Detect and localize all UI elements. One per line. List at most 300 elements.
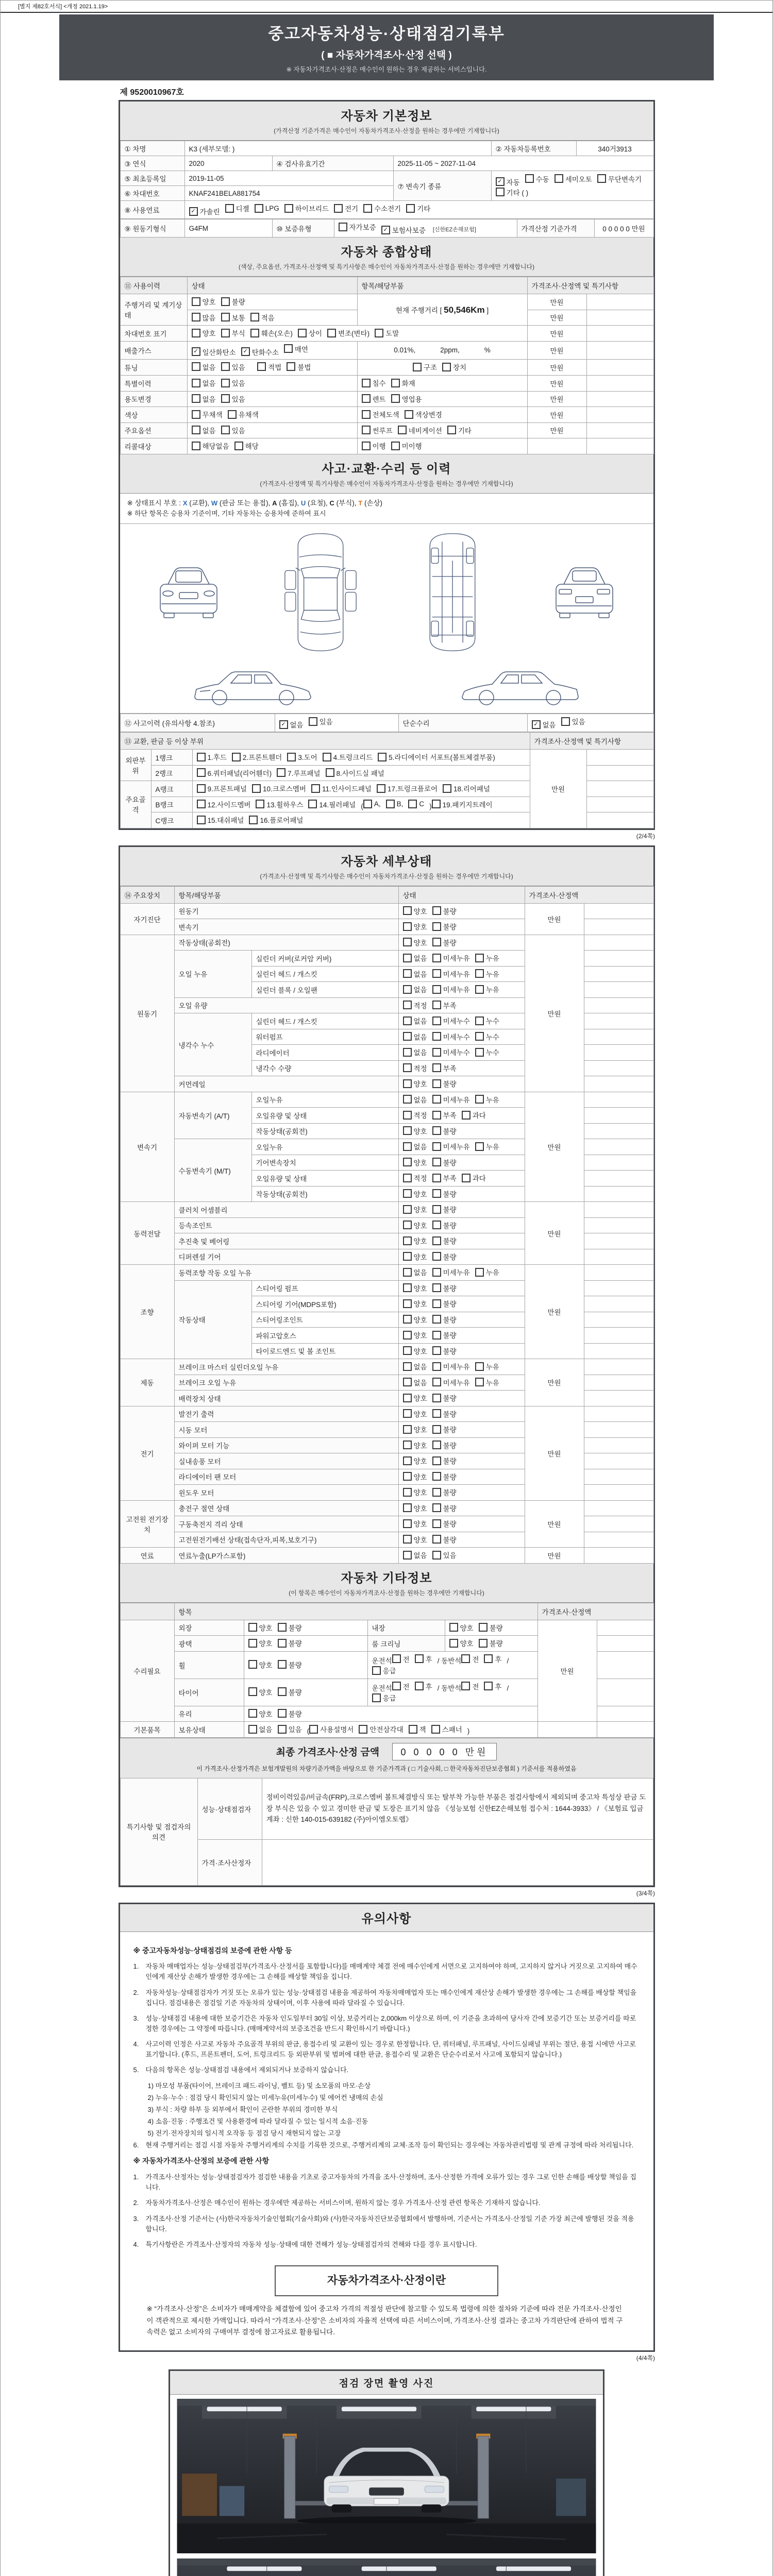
checkbox-자가보증[interactable]	[339, 222, 376, 232]
page-title: 중고자동차성능·상태점검기록부	[268, 25, 505, 43]
checkbox-box	[403, 1456, 412, 1465]
checkbox-색상변경[interactable]	[405, 409, 442, 419]
checkbox-불량[interactable]	[432, 1534, 457, 1545]
checkbox-label: A,	[374, 800, 381, 808]
checkbox-없음[interactable]	[192, 425, 216, 435]
checkbox-label: 불량	[443, 1520, 457, 1529]
checkbox-12.사이드멤버[interactable]	[197, 799, 251, 809]
checkbox-수동[interactable]	[525, 174, 549, 184]
checkbox-있음[interactable]	[221, 378, 245, 388]
checkbox-없음[interactable]	[403, 1550, 427, 1560]
checkbox-있음[interactable]	[278, 1724, 302, 1734]
checkbox-누유[interactable]	[475, 1377, 499, 1387]
checkbox-box: ✓	[532, 720, 541, 729]
cell	[398, 935, 525, 951]
checkbox-불량[interactable]	[278, 1659, 302, 1670]
cell: 제동	[120, 1359, 174, 1406]
checkbox-없음[interactable]	[403, 969, 427, 979]
checkbox-box: ✓	[496, 177, 505, 186]
checkbox-양호[interactable]	[403, 1346, 427, 1356]
checkbox-양호[interactable]	[248, 1622, 273, 1633]
checkbox-불량[interactable]	[432, 1440, 457, 1450]
checkbox-세미오토[interactable]	[554, 174, 592, 184]
checkbox-불량[interactable]	[221, 296, 245, 307]
checkbox-box	[475, 1032, 484, 1041]
cell	[357, 359, 527, 376]
checkbox-양호[interactable]	[403, 1189, 427, 1199]
checkbox-사용설명서[interactable]	[309, 1724, 354, 1734]
checkbox-불량[interactable]	[479, 1622, 503, 1633]
checkbox-label: 양호	[413, 1284, 427, 1293]
checkbox-하이브리드[interactable]	[284, 203, 329, 213]
table-row	[120, 1202, 653, 1218]
checkbox-무단변속기[interactable]	[597, 174, 642, 184]
checkbox-영업용[interactable]	[391, 394, 422, 404]
checkbox-불량[interactable]	[432, 1157, 457, 1167]
checkbox-보통[interactable]	[221, 312, 245, 323]
cell: 만원	[527, 376, 586, 392]
checkbox-label: 있음	[288, 1726, 302, 1734]
checkbox-없음[interactable]	[248, 1724, 273, 1734]
checkbox-불량[interactable]	[278, 1708, 302, 1719]
checkbox-적정[interactable]	[403, 1173, 427, 1183]
cell: ③ 연식	[120, 156, 184, 171]
checkbox-적정[interactable]	[403, 1110, 427, 1120]
checkbox-box	[432, 1503, 441, 1512]
checkbox-있음[interactable]	[432, 1550, 457, 1560]
checkbox-보험사보증[interactable]	[381, 225, 426, 235]
checkbox-해당없음[interactable]	[192, 440, 229, 451]
checkbox-18.리어패널[interactable]	[443, 783, 490, 793]
checkbox-누수[interactable]	[475, 1047, 499, 1057]
checkbox-불량[interactable]	[278, 1638, 302, 1648]
checkbox-4.트렁크리드[interactable]	[323, 752, 373, 762]
checkbox-없음[interactable]	[532, 719, 556, 730]
inspection-photo-front	[174, 2399, 599, 2553]
page-subtitle: ( ■ 자동차가격조사·산정 선택 )	[321, 50, 452, 61]
checkbox-불량[interactable]	[432, 1204, 457, 1214]
checkbox-미세누유[interactable]	[432, 1361, 470, 1371]
cell: 기본품목	[120, 1722, 174, 1738]
checkbox-C[interactable]	[408, 800, 424, 808]
checkbox-기타[interactable]	[447, 425, 472, 435]
checkbox-불량[interactable]	[432, 1126, 457, 1136]
checkbox-전[interactable]	[461, 1681, 479, 1691]
checkbox-스패너[interactable]	[431, 1724, 462, 1734]
cell	[398, 1233, 525, 1249]
checkbox-불량[interactable]	[432, 1424, 457, 1434]
checkbox-미세누수[interactable]	[432, 1047, 470, 1057]
checkbox-누유[interactable]	[475, 1361, 499, 1371]
checkbox-불량[interactable]	[432, 1314, 457, 1325]
checkbox-17.트렁크플로어[interactable]	[377, 783, 438, 793]
checkbox-양호[interactable]	[403, 1157, 427, 1167]
text: (부식),	[334, 499, 359, 507]
car-diagram-underbody	[414, 529, 491, 655]
checkbox-양호[interactable]	[403, 1251, 427, 1262]
checkbox-불량[interactable]	[432, 1251, 457, 1262]
checkbox-불량[interactable]	[432, 1235, 457, 1246]
checkbox-label: 탄화수소	[251, 348, 279, 357]
checkbox-불량[interactable]	[432, 1283, 457, 1293]
cell: 만원	[525, 1202, 584, 1265]
cell: 1랭크	[151, 750, 192, 766]
checkbox-있음[interactable]	[309, 716, 333, 726]
section-title: 자동차 기타정보	[341, 1571, 432, 1585]
checkbox-전[interactable]	[392, 1681, 410, 1691]
text: W	[211, 499, 218, 507]
checkbox-양호[interactable]	[403, 1235, 427, 1246]
checkbox-미세누유[interactable]	[432, 953, 470, 963]
checkbox-양호[interactable]	[248, 1638, 273, 1648]
checkbox-누유[interactable]	[475, 1141, 499, 1151]
checkbox-적정[interactable]	[403, 1063, 427, 1073]
text: A	[272, 499, 277, 507]
checkbox-불량[interactable]	[432, 1393, 457, 1403]
checkbox-있음[interactable]	[221, 362, 245, 372]
checkbox-양호[interactable]	[403, 1455, 427, 1466]
checkbox-후[interactable]	[484, 1681, 501, 1691]
checkbox-label: 양호	[413, 1253, 427, 1261]
checkbox-응급[interactable]	[372, 1665, 396, 1675]
checkbox-구조[interactable]	[413, 362, 437, 372]
checkbox-양호[interactable]	[403, 1126, 427, 1136]
checkbox-없음[interactable]	[403, 1047, 427, 1057]
checkbox-label: 적정	[413, 1064, 427, 1073]
checkbox-label: 양호	[259, 1640, 273, 1648]
checkbox-양호[interactable]	[403, 1330, 427, 1340]
checkbox-양호[interactable]	[403, 1534, 427, 1545]
cell	[398, 1265, 525, 1281]
cell: 주요옵션	[120, 422, 187, 438]
block-notes	[119, 1903, 655, 2352]
checkbox-적음[interactable]	[250, 312, 275, 323]
checkbox-일산화탄소[interactable]	[192, 347, 236, 357]
notes-item-text: 성능·상태점검 내용에 대한 보증기간은 자동차 인도일부터 30일 이상, 보증거리는 2,000km 이상으로 하며, 이 기준을 초과하여 당사자 간에 보증기간 또는 보증거리를 따로 정한 경우에는 그 약정에 따릅니다. (매매계약서의 보증조건을 반드시 확인하시기 바랍니다.)	[145, 2014, 636, 2032]
cell	[357, 391, 527, 407]
checkbox-부족[interactable]	[432, 1063, 457, 1073]
checkbox-양호[interactable]	[403, 937, 427, 947]
checkbox-상이[interactable]	[298, 328, 322, 338]
checkbox-9.프론트패널[interactable]	[197, 783, 247, 793]
checkbox-불량[interactable]	[432, 1487, 457, 1497]
checkbox-없음[interactable]	[403, 1094, 427, 1105]
checkbox-label: 미세누수	[443, 1033, 470, 1041]
checkbox-많음[interactable]	[192, 312, 216, 323]
cell: 단순수리	[398, 714, 527, 732]
checkbox-있음[interactable]	[221, 394, 245, 404]
checkbox-미이행[interactable]	[391, 440, 422, 451]
checkbox-양호[interactable]	[403, 1393, 427, 1403]
checkbox-미세누유[interactable]	[432, 1377, 470, 1387]
checkbox-불량[interactable]	[432, 1518, 457, 1529]
checkbox-렌트[interactable]	[362, 394, 386, 404]
photos-title: 점검 장면 촬영 사진	[170, 2371, 603, 2395]
checkbox-7.루프패널[interactable]	[277, 768, 320, 778]
checkbox-불량[interactable]	[432, 906, 457, 916]
checkbox-썬루프[interactable]	[362, 425, 393, 435]
checkbox-없음[interactable]	[403, 1031, 427, 1042]
checkbox-양호[interactable]	[449, 1638, 474, 1648]
checkbox-양호[interactable]	[192, 328, 216, 338]
checkbox-양호[interactable]	[192, 296, 216, 307]
checkbox-부족[interactable]	[432, 1110, 457, 1120]
checkbox-도말[interactable]	[375, 328, 399, 338]
checkbox-후[interactable]	[415, 1681, 432, 1691]
cell	[398, 903, 525, 919]
checkbox-없음[interactable]	[403, 1361, 427, 1371]
checkbox-불량[interactable]	[432, 1503, 457, 1513]
checkbox-유채색[interactable]	[228, 409, 259, 419]
checkbox-적법[interactable]	[257, 362, 281, 372]
checkbox-침수[interactable]	[362, 378, 386, 388]
cell	[586, 796, 653, 812]
cell: 전기	[120, 1406, 174, 1500]
checkbox-불법[interactable]	[287, 362, 311, 372]
checkbox-미세누수[interactable]	[432, 1015, 470, 1026]
notes-item-text: 현재 주행거리는 점검 시점 자동차 주행거리계의 수치를 기록한 것으로, 주행거리계의 교체·조작 등이 확인되는 경우에는 자동차관리법령 및 관계 규정에 따라 처리됩니다.	[145, 2141, 634, 2149]
checkbox-전기[interactable]	[334, 203, 358, 213]
checkbox-안전삼각대[interactable]	[359, 1724, 403, 1734]
cell	[398, 1013, 525, 1029]
checkbox-불량[interactable]	[432, 921, 457, 931]
checkbox-탄화수소[interactable]	[241, 347, 279, 357]
checkbox-13.휠하우스[interactable]	[256, 799, 303, 809]
checkbox-화재[interactable]	[391, 378, 415, 388]
cell: 상태	[398, 886, 525, 903]
checkbox-없음[interactable]	[403, 1267, 427, 1277]
checkbox-기타 ( )[interactable]	[496, 187, 529, 197]
checkbox-후[interactable]	[484, 1654, 501, 1664]
checkbox-과다[interactable]	[462, 1173, 486, 1183]
notes-item	[133, 2140, 640, 2150]
checkbox-box	[432, 1362, 441, 1371]
checkbox-미세누유[interactable]	[432, 969, 470, 979]
checkbox-양호[interactable]	[403, 1220, 427, 1230]
checkbox-불량[interactable]	[432, 1346, 457, 1356]
checkbox-변조(변타)[interactable]	[327, 328, 369, 338]
checkbox-label: 기타	[458, 427, 472, 435]
checkbox-전체도색[interactable]	[362, 409, 399, 419]
checkbox-양호[interactable]	[449, 1622, 474, 1633]
checkbox-미세누유[interactable]	[432, 1141, 470, 1151]
checkbox-디젤[interactable]	[225, 203, 249, 213]
text: 운전석	[372, 1684, 392, 1692]
checkbox-양호[interactable]	[403, 1518, 427, 1529]
checkbox-box	[479, 1623, 488, 1632]
checkbox-양호[interactable]	[403, 1298, 427, 1309]
checkbox-양호[interactable]	[403, 906, 427, 916]
checkbox-불량[interactable]	[432, 1220, 457, 1230]
checkbox-label: 불량	[443, 1253, 457, 1261]
checkbox-양호[interactable]	[403, 1440, 427, 1450]
checkbox-누수[interactable]	[475, 1031, 499, 1042]
checkbox-누유[interactable]	[475, 1094, 499, 1105]
checkbox-label: 불량	[288, 1624, 302, 1632]
checkbox-15.대쉬패널[interactable]	[197, 815, 244, 825]
checkbox-미세누유[interactable]	[432, 1094, 470, 1105]
checkbox-없음[interactable]	[279, 719, 304, 730]
cell	[398, 1406, 525, 1422]
checkbox-무채색[interactable]	[192, 409, 223, 419]
checkbox-양호[interactable]	[403, 1283, 427, 1293]
checkbox-양호[interactable]	[403, 1471, 427, 1482]
checkbox-양호[interactable]	[248, 1708, 273, 1719]
checkbox-양호[interactable]	[248, 1659, 273, 1670]
checkbox-불량[interactable]	[432, 1189, 457, 1199]
checkbox-양호[interactable]	[403, 1409, 427, 1419]
checkbox-label: 미세누유	[443, 986, 470, 994]
checkbox-양호[interactable]	[403, 1204, 427, 1214]
checkbox-전[interactable]	[461, 1654, 479, 1664]
checkbox-8.사이드실 패널[interactable]	[326, 768, 384, 778]
checkbox-불량[interactable]	[432, 1298, 457, 1309]
cell	[597, 1722, 653, 1738]
checkbox-16.플로어패널[interactable]	[249, 815, 303, 825]
checkbox-과다[interactable]	[462, 1110, 486, 1120]
cell	[586, 359, 653, 376]
checkbox-없음[interactable]	[403, 953, 427, 963]
section-subtitle: (가격조사·산정액 및 특기사항은 매수인이 자동차가격조사·산정을 원하는 경우에만 기재합니다)	[260, 480, 513, 487]
checkbox-가솔린[interactable]	[189, 206, 220, 216]
cell	[584, 1391, 653, 1406]
checkbox-불량[interactable]	[432, 937, 457, 947]
checkbox-적정[interactable]	[403, 1000, 427, 1010]
checkbox-누수[interactable]	[475, 1015, 499, 1026]
checkbox-양호[interactable]	[248, 1687, 273, 1697]
checkbox-있음[interactable]	[561, 716, 585, 726]
checkbox-양호[interactable]	[403, 1424, 427, 1434]
checkbox-있음[interactable]	[221, 425, 245, 435]
checkbox-양호[interactable]	[403, 921, 427, 931]
cell: ④ 검사유효기간	[272, 156, 393, 171]
checkbox-누유[interactable]	[475, 1267, 499, 1277]
checkbox-부족[interactable]	[432, 1173, 457, 1183]
checkbox-6.쿼터패널(리어휀더)[interactable]	[197, 768, 272, 778]
checkbox-양호[interactable]	[403, 1503, 427, 1513]
checkbox-A,[interactable]	[363, 800, 381, 808]
checkbox-box	[406, 204, 415, 213]
checkbox-네비게이션[interactable]	[398, 425, 442, 435]
checkbox-5.라디에이터 서포트(볼트체결부품)[interactable]	[378, 752, 495, 762]
checkbox-box	[443, 784, 451, 793]
checkbox-없음[interactable]	[192, 378, 216, 388]
checkbox-미세누수[interactable]	[432, 1031, 470, 1042]
car-diagram-front	[150, 563, 227, 622]
cell	[584, 1217, 653, 1233]
table-row	[120, 422, 653, 438]
checkbox-전[interactable]	[392, 1654, 410, 1664]
table-row	[120, 714, 653, 732]
checkbox-없음[interactable]	[192, 394, 216, 404]
checkbox-2.프론트휀더[interactable]	[232, 752, 282, 762]
checkbox-양호[interactable]	[403, 1078, 427, 1089]
checkbox-LPG[interactable]	[255, 204, 279, 213]
checkbox-부족[interactable]	[432, 1000, 457, 1010]
checkbox-누유[interactable]	[475, 984, 499, 994]
checkbox-양호[interactable]	[403, 1487, 427, 1497]
checkbox-19.패키지트레이[interactable]	[432, 799, 493, 809]
checkbox-불량[interactable]	[479, 1638, 503, 1648]
checkbox-box	[362, 426, 371, 434]
checkbox-불량[interactable]	[432, 1455, 457, 1466]
checkbox-부식[interactable]	[221, 328, 245, 338]
table-row	[120, 1500, 653, 1516]
checkbox-누유[interactable]	[475, 953, 499, 963]
checkbox-잭[interactable]	[409, 1724, 426, 1734]
checkbox-label: 적법	[268, 363, 282, 371]
checkbox-label: 적정	[413, 1002, 427, 1010]
checkbox-label: 양호	[413, 1536, 427, 1544]
checkbox-label: 불량	[443, 1410, 457, 1418]
checkbox-label: 양호	[259, 1710, 273, 1718]
checkbox-없음[interactable]	[403, 1141, 427, 1151]
cell: 라디에이터 팬 모터	[174, 1469, 398, 1485]
checkbox-없음[interactable]	[403, 1377, 427, 1387]
checkbox-B,[interactable]	[386, 800, 404, 808]
checkbox-장치[interactable]	[442, 362, 466, 372]
checkbox-불량[interactable]	[432, 1078, 457, 1089]
cell: 자기진단	[120, 903, 174, 935]
checkbox-불량[interactable]	[278, 1622, 302, 1633]
checkbox-box	[403, 1488, 412, 1497]
checkbox-불량[interactable]	[432, 1330, 457, 1340]
checkbox-해당[interactable]	[234, 440, 259, 451]
checkbox-없음[interactable]	[192, 362, 216, 372]
checkbox-1.후드[interactable]	[197, 752, 227, 762]
checkbox-매연[interactable]	[284, 344, 308, 354]
checkbox-label: 없음	[413, 970, 427, 978]
checkbox-label: 네비게이션	[408, 427, 442, 435]
checkbox-양호[interactable]	[403, 1314, 427, 1325]
notes-item-number: 3.	[133, 2214, 139, 2223]
checkbox-label: 양호	[413, 1238, 427, 1246]
checkbox-수소전기[interactable]	[363, 203, 401, 213]
checkbox-없음[interactable]	[403, 1015, 427, 1026]
table-row	[120, 201, 653, 219]
checkbox-없음[interactable]	[403, 984, 427, 994]
table-row	[120, 733, 653, 750]
checkbox-응급[interactable]	[372, 1692, 396, 1703]
checkbox-훼손(오손)[interactable]	[250, 328, 293, 338]
checkbox-box	[278, 1687, 287, 1696]
checkbox-불량[interactable]	[278, 1687, 302, 1697]
checkbox-3.도어[interactable]	[287, 752, 317, 762]
checkbox-미세누유[interactable]	[432, 1267, 470, 1277]
cell	[584, 1186, 653, 1202]
cell: 실내송풍 모터	[174, 1453, 398, 1469]
checkbox-후[interactable]	[415, 1654, 432, 1664]
checkbox-label: 없음	[413, 1096, 427, 1104]
cell: 만원	[527, 294, 586, 310]
checkbox-누유[interactable]	[475, 969, 499, 979]
checkbox-기타[interactable]	[406, 203, 430, 213]
checkbox-10.크로스멤버[interactable]	[252, 783, 306, 793]
checkbox-불량[interactable]	[432, 1471, 457, 1482]
checkbox-이행[interactable]	[362, 440, 386, 451]
checkbox-자동[interactable]	[496, 177, 520, 187]
cell	[597, 1651, 653, 1679]
checkbox-11.인사이드패널[interactable]	[311, 783, 372, 793]
checkbox-label: 누유	[485, 986, 499, 994]
cell: ⑤ 최초등록일	[120, 171, 184, 186]
checkbox-box	[432, 1126, 441, 1135]
checkbox-불량[interactable]	[432, 1409, 457, 1419]
checkbox-label: 없음	[413, 986, 427, 994]
checkbox-미세누유[interactable]	[432, 984, 470, 994]
checkbox-14.필러패널[interactable]	[308, 799, 356, 809]
checkbox-box	[403, 1221, 412, 1229]
